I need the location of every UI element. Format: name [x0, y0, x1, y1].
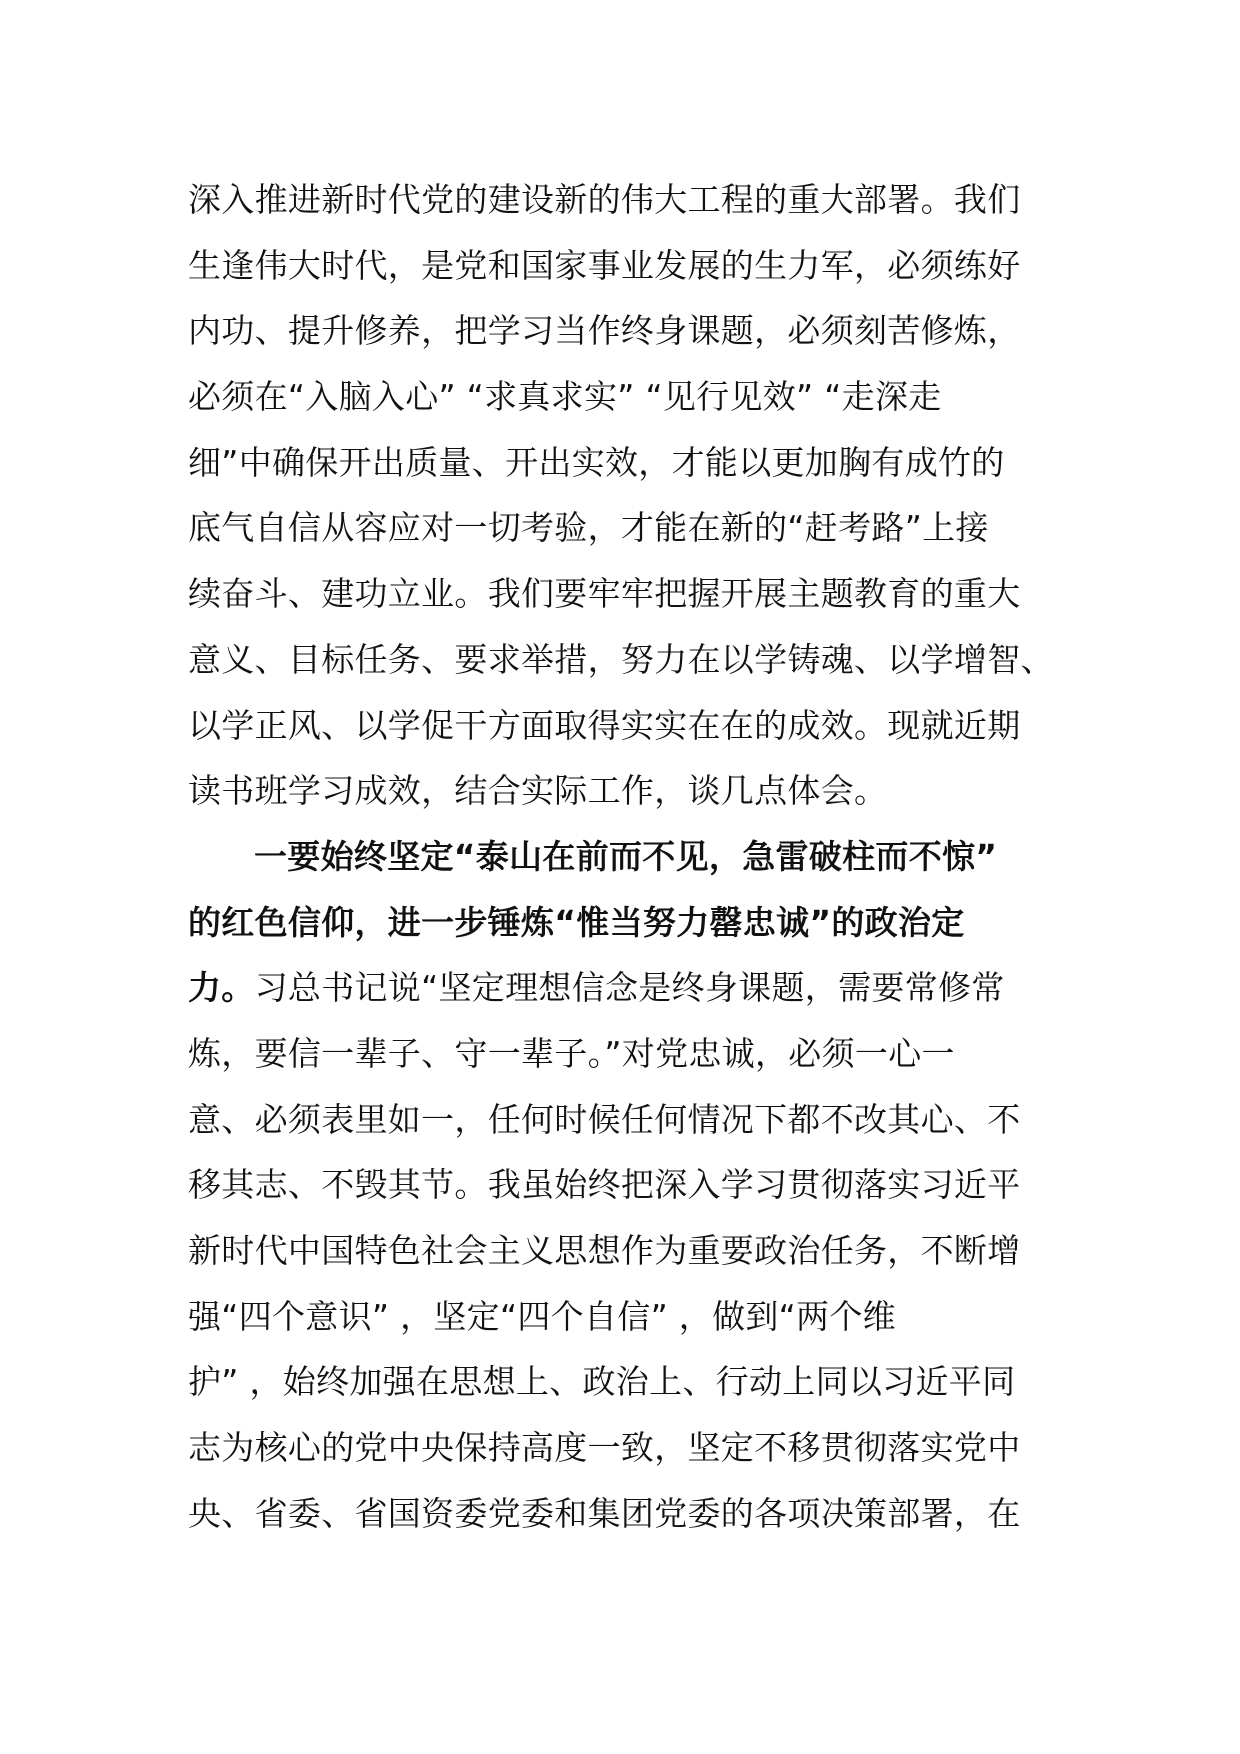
text-line: 央、省委、省国资委党委和集团党委的各项决策部署，在	[188, 1493, 1021, 1533]
text-line: 意义、目标任务、要求举措，努力在以学铸魂、以学增智、	[188, 639, 1054, 679]
text-line: 强“四个意识” ，坚定“四个自信” ，做到“两个维	[188, 1296, 896, 1336]
text-line: 生逢伟大时代，是党和国家事业发展的生力军，必须练好	[188, 245, 1021, 285]
text-line: 读书班学习成效，结合实际工作，谈几点体会。	[188, 771, 888, 811]
document-body	[188, 167, 1056, 1546]
text-line: 必须在“入脑入心” “求真求实” “见行见效” “走深走	[188, 377, 942, 417]
text-line: 底气自信从容应对一切考验，才能在新的“赶考路”上接	[188, 508, 989, 548]
text-line: 新时代中国特色社会主义思想作为重要政治任务，不断增	[188, 1231, 1021, 1270]
text-line: 深入推进新时代党的建设新的伟大工程的重大部署。我们	[188, 180, 1021, 219]
text-line: 以学正风、以学促干方面取得实实在在的成效。现就近期	[188, 705, 1021, 745]
text-line: 志为核心的党中央保持高度一致，坚定不移贯彻落实党中	[188, 1428, 1021, 1468]
text-line: 内功、提升修养，把学习当作终身课题，必须刻苦修炼，	[188, 311, 1021, 351]
paragraph	[188, 824, 1056, 1547]
text-line: 移其志、不毁其节。我虽始终把深入学习贯彻落实习近平	[188, 1165, 1021, 1205]
paragraph-text: 习总书记说“坚定理想信念是终身课题，需要常修常	[254, 968, 1005, 1008]
section-heading-line: 一要始终坚定“泰山在前而不见，急雷破柱而不惊”	[254, 836, 998, 876]
section-heading-line: 的红色信仰，进一步锤炼“惟当努力罄忠诚”的政治定	[188, 902, 965, 942]
text-line: 续奋斗、建功立业。我们要牢牢把握开展主题教育的重大	[188, 574, 1021, 614]
text-line: 细”中确保开出质量、开出实效，才能以更加胸有成竹的	[188, 442, 1005, 482]
text-line: 炼，要信一辈子、守一辈子。”对党忠诚，必须一心一	[188, 1033, 955, 1073]
text-line: 护” ，始终加强在思想上、政治上、行动上同以习近平同	[188, 1362, 1016, 1402]
paragraph	[188, 167, 1056, 824]
section-heading-end: 力。	[188, 968, 255, 1008]
text-line: 意、必须表里如一，任何时候任何情况下都不改其心、不	[188, 1099, 1021, 1139]
text-line	[188, 955, 1056, 1021]
